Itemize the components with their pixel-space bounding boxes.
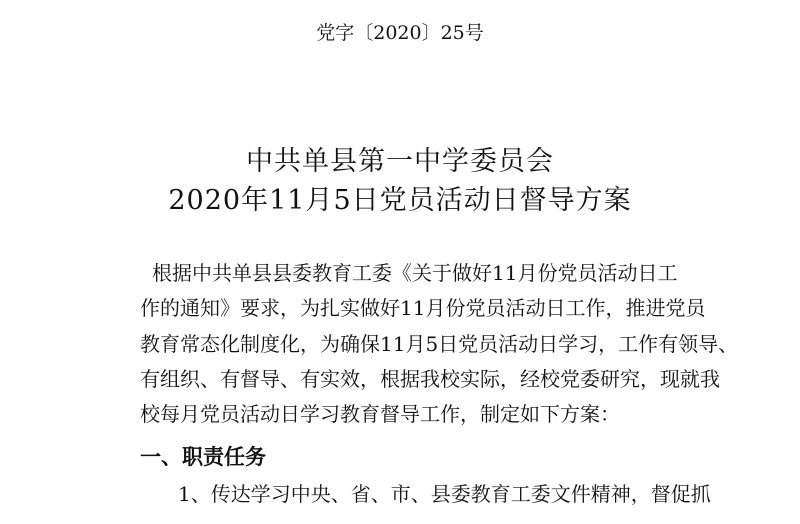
list-item-line: 1、传达学习中央、省、市、县委教育工委文件精神，督促抓: [178, 482, 711, 506]
section-heading: 一、职责任务: [140, 445, 266, 469]
paragraph-line: 根据中共单县县委教育工委《关于做好11月份党员活动日工: [152, 261, 678, 285]
document-title-line-1: 中共单县第一中学委员会: [246, 146, 554, 177]
paragraph-line: 有组织、有督导、有实效，根据我校实际，经校党委研究，现就我: [140, 367, 720, 391]
document-number: 党字〔2020〕25号: [316, 22, 484, 44]
paragraph-line: 教育常态化制度化，为确保11月5日党员活动日学习，工作有领导、: [140, 332, 739, 356]
paragraph-line: 校每月党员活动日学习教育督导工作，制定如下方案：: [140, 402, 620, 426]
document-title-line-2: 2020年11月5日党员活动日督导方案: [168, 185, 632, 216]
paragraph-line: 作的通知》要求，为扎实做好11月份党员活动日工作，推进党员: [140, 296, 706, 320]
